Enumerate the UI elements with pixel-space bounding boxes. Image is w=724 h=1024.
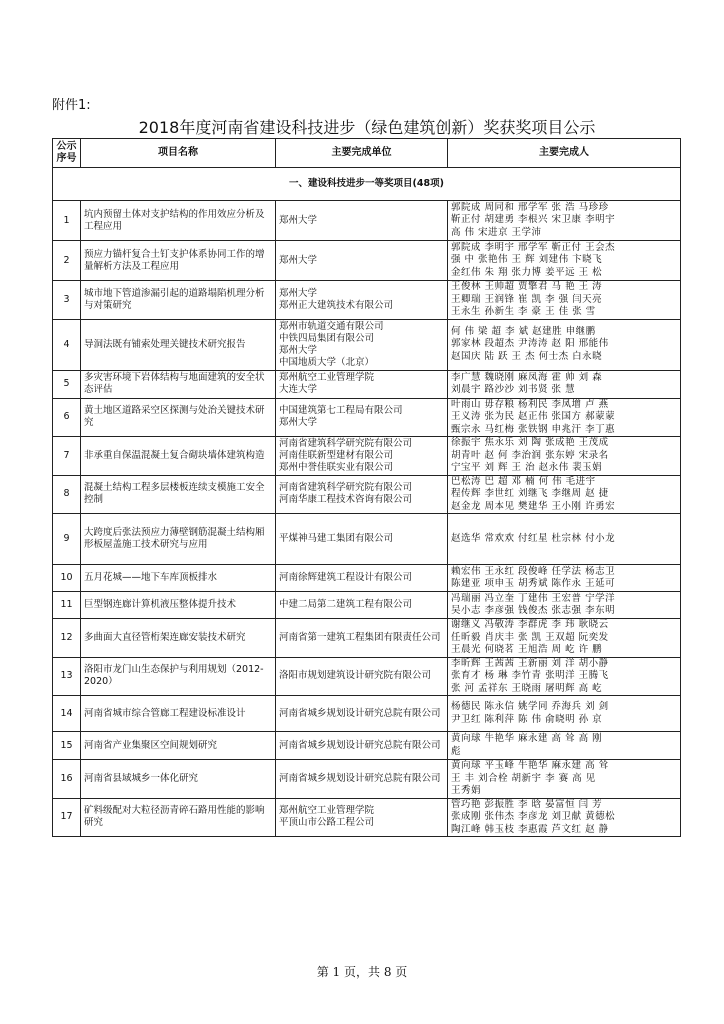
table-header-row: [53, 139, 681, 168]
completing-people: [448, 398, 681, 437]
completing-units: [276, 619, 448, 658]
document-title: 2018年度河南省建设科技进步（绿色建筑创新）奖获奖项目公示: [138, 118, 596, 137]
unit-line: 中铁四局集团有限公司: [279, 332, 375, 344]
people-line: 张育才 杨 琳 李竹青 张明洋 王腾飞: [451, 670, 609, 681]
completing-people: [448, 798, 681, 837]
row-number: 7: [53, 437, 81, 476]
unit-line: 洛阳市规划建筑设计研究院有限公司: [279, 670, 432, 682]
unit-line: 郑州航空工业管理学院: [279, 372, 375, 383]
row-number: 2: [53, 241, 81, 281]
people-line: 张成刚 张伟杰 李彦龙 刘卫献 黄德松: [451, 811, 616, 822]
completing-people: [448, 696, 681, 732]
people-line: 赵金龙 周本见 樊建华 王小刚 许勇宏: [451, 500, 616, 512]
people-line: 黄向球 平玉峰 牛艳华 麻永建 高 耸: [451, 760, 609, 771]
unit-line: 郑州航空工业管理学院: [279, 805, 375, 817]
unit-line: 平煤神马建工集团有限公司: [279, 533, 394, 544]
completing-people: [448, 514, 681, 565]
row-number: 17: [53, 798, 81, 837]
table-row: [53, 760, 681, 799]
unit-line: 郑州大学: [279, 287, 318, 299]
people-line: 吴小志 李彦强 钱俊杰 张志强 李东明: [451, 605, 616, 616]
unit-line: 平顶山市公路工程公司: [279, 817, 375, 829]
table-row: [53, 241, 681, 281]
people-line: 任昕毅 肖庆丰 张 凯 王双超 阮奕发: [451, 631, 609, 643]
people-line: 王永生 孙新生 李 豪 王 佳 张 雪: [451, 306, 596, 317]
people-line: 王义涛 张为民 赵正伟 张国方 郝蒙蒙: [451, 411, 616, 422]
unit-line: 河南佳联新型建材有限公司: [279, 449, 394, 461]
completing-units: [276, 437, 448, 476]
completing-units: [276, 657, 448, 696]
table-row: [53, 319, 681, 370]
people-line: 尹卫红 陈利萍 陈 伟 俞晓明 孙 京: [451, 713, 603, 725]
completing-units: [276, 319, 448, 370]
completing-people: [448, 201, 681, 241]
people-line: 管巧艳 彭振胜 李 晗 晏富恒 闫 芳: [451, 798, 603, 810]
people-line: 郭家林 段超杰 尹涛涛 赵 阳 邢能伟: [451, 338, 609, 350]
completing-people: [448, 437, 681, 476]
completing-units: [276, 370, 448, 398]
completing-units: [276, 732, 448, 760]
project-name: 城市地下管道渗漏引起的道路塌陷机理分析与对策研究: [81, 281, 276, 320]
project-name: 巨型钢连廊计算机液压整体提升技术: [81, 592, 276, 619]
section-title: 一、建设科技进步一等奖项目(48项): [53, 168, 681, 201]
project-name: 多曲面大直径管桁架连廊安装技术研究: [81, 619, 276, 658]
completing-units: [276, 475, 448, 514]
people-line: 张 河 孟祥东 王晓雨 屠明辉 高 屹: [451, 682, 603, 694]
project-name: 大跨度后张法预应力薄壁钢筋混凝土结构厢形板屋盖施工技术研究与应用: [81, 514, 276, 565]
project-name: 预应力锚杆复合土钉支护体系协同工作的增量解析方法及工程应用: [81, 241, 276, 281]
people-line: 李昕辉 王茜茜 王新丽 刘 洋 胡小静: [451, 657, 609, 669]
project-name: 河南省城市综合管廊工程建设标准设计: [81, 696, 276, 732]
unit-line: 郑州市轨道交通有限公司: [279, 320, 384, 332]
header-no: 公示序号: [53, 139, 81, 168]
completing-units: [276, 514, 448, 565]
completing-units: [276, 565, 448, 592]
row-number: 4: [53, 319, 81, 370]
completing-people: [448, 241, 681, 281]
row-number: 8: [53, 475, 81, 514]
table-row: [53, 798, 681, 837]
row-number: 14: [53, 696, 81, 732]
completing-units: [276, 281, 448, 320]
header-project: 项目名称: [81, 139, 276, 168]
row-number: 15: [53, 732, 81, 760]
row-number: 6: [53, 398, 81, 437]
people-line: 甄宗永 马红梅 张铁钢 申兆汗 李丁惠: [451, 423, 616, 435]
people-line: 金红伟 朱 翔 张力博 姜平远 王 松: [451, 266, 603, 278]
completing-people: [448, 657, 681, 696]
unit-line: 郑州大学: [279, 344, 318, 356]
people-line: 徐振宇 焦永乐 刘 陶 张成艳 王茂成: [451, 437, 609, 448]
unit-line: 中国地质大学（北京）: [279, 356, 375, 368]
people-line: 高 伟 宋进京 王学沛: [451, 226, 542, 238]
people-line: 赖宏伟 王永红 段俊峰 任学法 杨志卫: [451, 565, 616, 577]
unit-line: 郑州大学: [279, 254, 318, 266]
unit-line: 河南徐辉建筑工程设计有限公司: [279, 572, 413, 583]
row-number: 12: [53, 619, 81, 658]
people-line: 郭院成 周同和 邢学军 张 浩 马珍珍: [451, 201, 609, 213]
people-line: 李广慧 魏晓刚 麻凤海 霍 帅 刘 森: [451, 371, 603, 383]
people-line: 王卿瑞 王润锋 崔 凯 李 强 闫天亮: [451, 293, 603, 305]
people-line: 王 丰 刘合栓 胡新宇 李 赛 高 见: [451, 772, 596, 784]
completing-people: [448, 565, 681, 592]
completing-people: [448, 760, 681, 799]
people-line: 陶江峰 韩玉枝 李惠霞 芦文红 赵 静: [451, 823, 609, 835]
unit-line: 河南省建筑科学研究院有限公司: [279, 437, 413, 449]
completing-people: [448, 619, 681, 658]
completing-units: [276, 592, 448, 619]
project-name: 混凝土结构工程多层楼板连续支模施工安全控制: [81, 475, 276, 514]
table-row: [53, 437, 681, 476]
project-name: 坑内预留土体对支护结构的作用效应分析及工程应用: [81, 201, 276, 241]
page-footer: 第 1 页，共 8 页: [316, 965, 408, 979]
completing-units: [276, 798, 448, 837]
people-line: 强 中 张艳伟 王 辉 刘建伟 卞晓飞: [451, 254, 603, 266]
completing-people: [448, 281, 681, 320]
section-row: [53, 168, 681, 201]
people-line: 程传辉 李世红 刘继飞 李继周 赵 捷: [451, 488, 609, 499]
people-line: 彪: [451, 745, 462, 757]
people-line: 冯瑞丽 冯立奎 丁建伟 王宏普 宁学洋: [451, 592, 616, 604]
project-name: 导洞法既有铺索处理关键技术研究报告: [81, 319, 276, 370]
unit-line: 大连大学: [279, 384, 318, 395]
table-row: [53, 514, 681, 565]
unit-line: 河南省城乡规划设计研究总院有限公司: [279, 707, 441, 719]
people-line: 胡青叶 赵 何 李治润 张东婷 宋录名: [451, 449, 609, 461]
completing-units: [276, 201, 448, 241]
table-row: [53, 281, 681, 320]
project-name: 矿料级配对大粒径沥青碎石路用性能的影响研究: [81, 798, 276, 837]
unit-line: 河南省第一建筑工程集团有限责任公司: [279, 631, 441, 643]
table-row: [53, 619, 681, 658]
table-row: [53, 565, 681, 592]
people-line: 郭院成 李明宇 邢学军 靳正付 王会杰: [451, 241, 616, 253]
unit-line: 郑州正大建筑技术有限公司: [279, 299, 394, 311]
project-name: 河南省产业集聚区空间规划研究: [81, 732, 276, 760]
people-line: 靳正付 胡建勇 李根兴 宋卫康 李明宇: [451, 214, 616, 226]
people-line: 赵国庆 陆 跃 王 杰 何士杰 白永晓: [451, 350, 603, 362]
completing-people: [448, 592, 681, 619]
people-line: 宁宝平 刘 辉 王 治 赵永伟 裴玉娟: [451, 462, 603, 473]
table-row: [53, 398, 681, 437]
completing-units: [276, 398, 448, 437]
unit-line: 郑州大学: [279, 417, 318, 429]
row-number: 1: [53, 201, 81, 241]
row-number: 16: [53, 760, 81, 799]
header-people: 主要完成人: [448, 139, 681, 168]
people-line: 王晨光 何晓茗 王旭浩 周 屹 许 鹏: [451, 644, 603, 655]
unit-line: 郑州大学: [279, 214, 318, 226]
project-name: 非承重自保温混凝土复合砌块墙体建筑构造: [81, 437, 276, 476]
row-number: 10: [53, 565, 81, 592]
unit-line: 中建二局第二建筑工程有限公司: [279, 599, 413, 610]
unit-line: 郑州中誉佳联实业有限公司: [279, 461, 394, 473]
people-line: 叶雨山 毋存粮 杨利民 李凤增 卢 燕: [451, 398, 609, 410]
row-number: 13: [53, 657, 81, 696]
completing-units: [276, 696, 448, 732]
project-name: 五月花城——地下车库顶板排水: [81, 565, 276, 592]
table-row: [53, 732, 681, 760]
people-line: 刘晨宇 路沙沙 刘书贤 张 慧: [451, 384, 576, 395]
project-name: 河南省县域城乡一体化研究: [81, 760, 276, 799]
people-line: 巴松涛 巴 超 邓 楠 何 伟 毛进宇: [451, 475, 596, 487]
table-row: [53, 370, 681, 398]
people-line: 杨德民 陈永信 姚学同 乔海兵 刘 剑: [451, 701, 609, 712]
table-row: [53, 201, 681, 241]
people-line: 赵选华 常欢欢 付红星 杜宗林 付小龙: [451, 532, 616, 544]
unit-line: 河南省城乡规划设计研究总院有限公司: [279, 739, 441, 751]
completing-units: [276, 760, 448, 799]
row-number: 3: [53, 281, 81, 320]
unit-line: 河南华康工程技术咨询有限公司: [279, 494, 413, 506]
completing-people: [448, 319, 681, 370]
award-table: [52, 138, 681, 837]
people-line: 何 伟 梁 超 李 斌 赵建胜 申继鹏: [451, 325, 596, 337]
row-number: 5: [53, 370, 81, 398]
unit-line: 河南省建筑科学研究院有限公司: [279, 482, 413, 494]
project-name: 黄土地区道路采空区探测与处治关键技术研究: [81, 398, 276, 437]
row-number: 11: [53, 592, 81, 619]
table-row: [53, 696, 681, 732]
completing-people: [448, 370, 681, 398]
unit-line: 河南省城乡规划设计研究总院有限公司: [279, 772, 441, 784]
people-line: 王秀娟: [451, 785, 482, 796]
people-line: 黄向球 牛艳华 麻永建 高 耸 高 刚: [451, 733, 603, 744]
completing-people: [448, 475, 681, 514]
header-unit: 主要完成单位: [276, 139, 448, 168]
table-row: [53, 475, 681, 514]
row-number: 9: [53, 514, 81, 565]
people-line: 陈建亚 项申玉 胡秀斌 陈作永 王延可: [451, 578, 616, 589]
project-name: 多灾害环境下岩体结构与地面建筑的安全状态评估: [81, 370, 276, 398]
unit-line: 中国建筑第七工程局有限公司: [279, 405, 403, 417]
people-line: 王俊林 王帅超 贾擎君 马 艳 王 涛: [451, 281, 603, 292]
completing-people: [448, 732, 681, 760]
table-row: [53, 657, 681, 696]
table-row: [53, 592, 681, 619]
completing-units: [276, 241, 448, 281]
project-name: 洛阳市龙门山生态保护与利用规划（2012-2020）: [81, 657, 276, 696]
attachment-label: 附件1:: [52, 98, 91, 113]
people-line: 谢继义 冯敬涛 李群虎 李 玮 耿晓云: [451, 619, 609, 630]
